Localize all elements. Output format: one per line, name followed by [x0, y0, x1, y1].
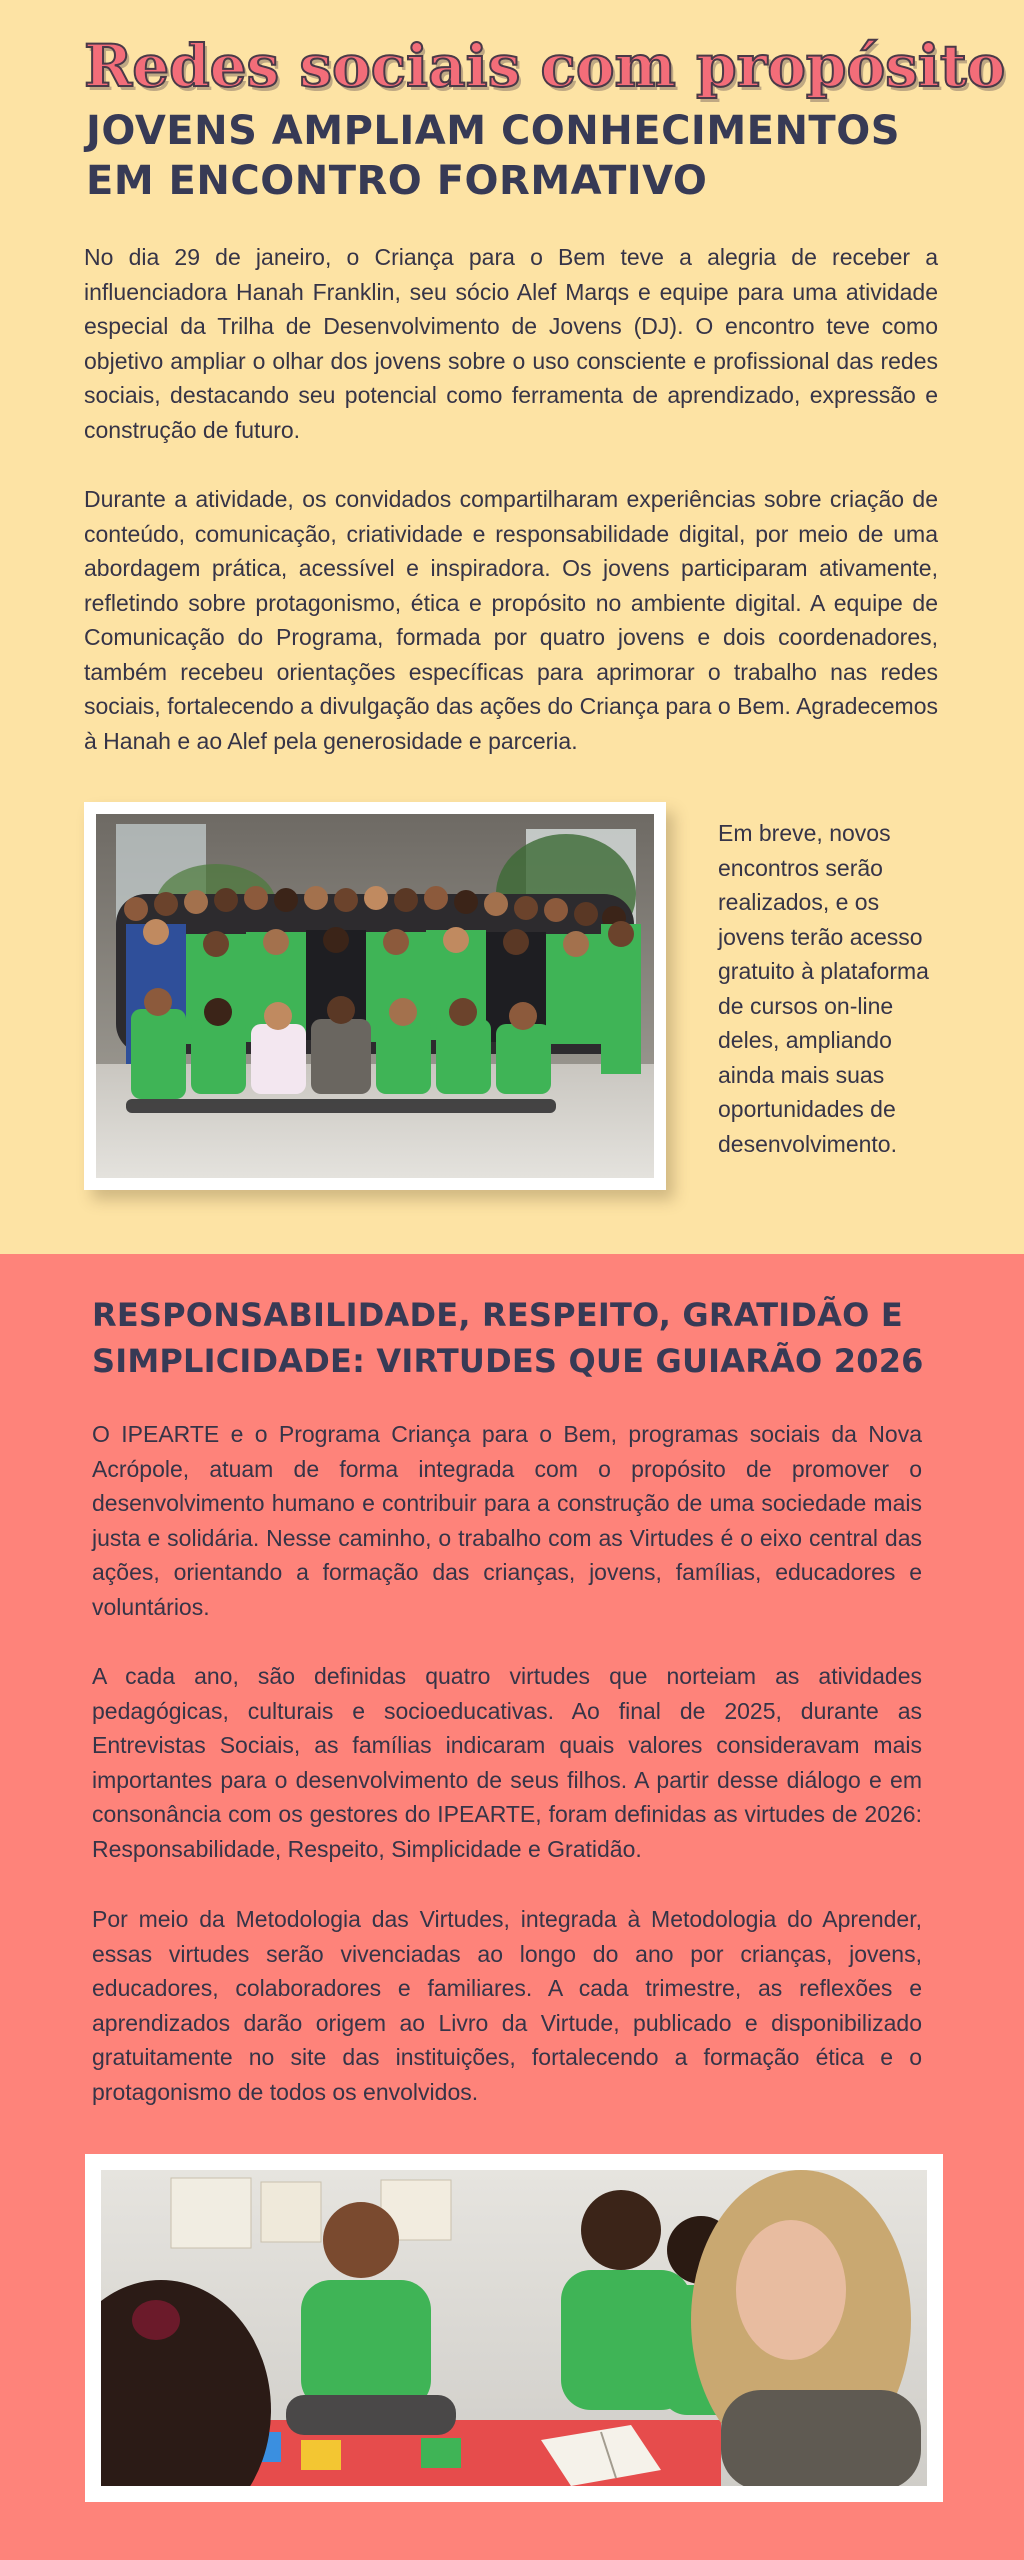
article-paragraph: No dia 29 de janeiro, o Criança para o Bem teve a alegria de receber a influenciadora Hanah Franklin, seu sócio Alef Marqs e equipe para uma atividade especial da Trilha de Desenvolvimento de Jovens (DJ). O encontro teve como objetivo ampliar o olhar dos jovens sobre o uso consciente e profissional das redes sociais, destacando seu potencial como ferramenta de aprendizado, expressão e construção de futuro. [84, 244, 938, 443]
section-heading-youth: JOVENS AMPLIAM CONHECIMENTOS EM ENCONTRO FORMATIVO [86, 108, 901, 204]
side-note: Em breve, novos encontros serão realizados, e os jovens terão acesso gratuito à plataforma de cursos on-line deles, ampliando ainda mais suas oportunidades de desenvolvimento. [718, 820, 929, 1157]
section-heading-virtues: RESPONSABILIDADE, RESPEITO, GRATIDÃO E SIMPLICIDADE: VIRTUDES QUE GUIARÃO 2026 [92, 1296, 924, 1380]
group-photo [84, 802, 666, 1190]
article-paragraph: Por meio da Metodologia das Virtudes, integrada à Metodologia do Aprender, essas virtudes serão vivenciadas ao longo do ano por crianças, jovens, educadores, colaboradores e familiares. A cada trimestre, as reflexões e aprendizados darão origem ao Livro da Virtude, publicado e disponibilizado gratuitamente no site das instituições, fortalecendo a formação ética e o protagonismo de todos os envolvidos. [92, 1906, 922, 2105]
article-paragraph: Durante a atividade, os convidados compartilharam experiências sobre criação de conteúdo, comunicação, criatividade e responsabilidade digital, por meio de uma abordagem prática, acessível e inspiradora. Os jovens participaram ativamente, refletindo sobre protagonismo, ética e propósito no ambiente digital. A equipe de Comunicação do Programa, formada por quatro jovens e dois coordenadores, também recebeu orientações específicas para aprimorar o trabalho nas redes sociais, fortalecendo a divulgação das ações do Criança para o Bem. Agradecemos à Hanah e ao Alef pela generosidade e parceria. [84, 486, 938, 754]
article-paragraph: O IPEARTE e o Programa Criança para o Bem, programas sociais da Nova Acrópole, atuam de forma integrada com o propósito de promover o desenvolvimento humano e contribuir para a construção de uma sociedade mais justa e solidária. Nesse caminho, o trabalho com as Virtudes é o eixo central das ações, orientando a formação das crianças, jovens, famílias, educadores e voluntários. [92, 1421, 922, 1620]
classroom-photo-illustration [101, 2170, 927, 2486]
script-title: Redes sociais com propósito [84, 32, 1006, 100]
classroom-photo [85, 2154, 943, 2502]
article-paragraph: A cada ano, são definidas quatro virtudes que norteiam as atividades pedagógicas, culturais e socioeducativas. Ao final de 2025, durante as Entrevistas Sociais, as famílias indicaram quais valores consideravam mais importantes para o desenvolvimento de seus filhos. A partir desse diálogo e em consonância com os gestores do IPEARTE, foram definidas as virtudes de 2026: Responsabilidade, Respeito, Simplicidade e Gratidão. [92, 1663, 922, 1862]
group-photo-illustration [96, 814, 654, 1178]
